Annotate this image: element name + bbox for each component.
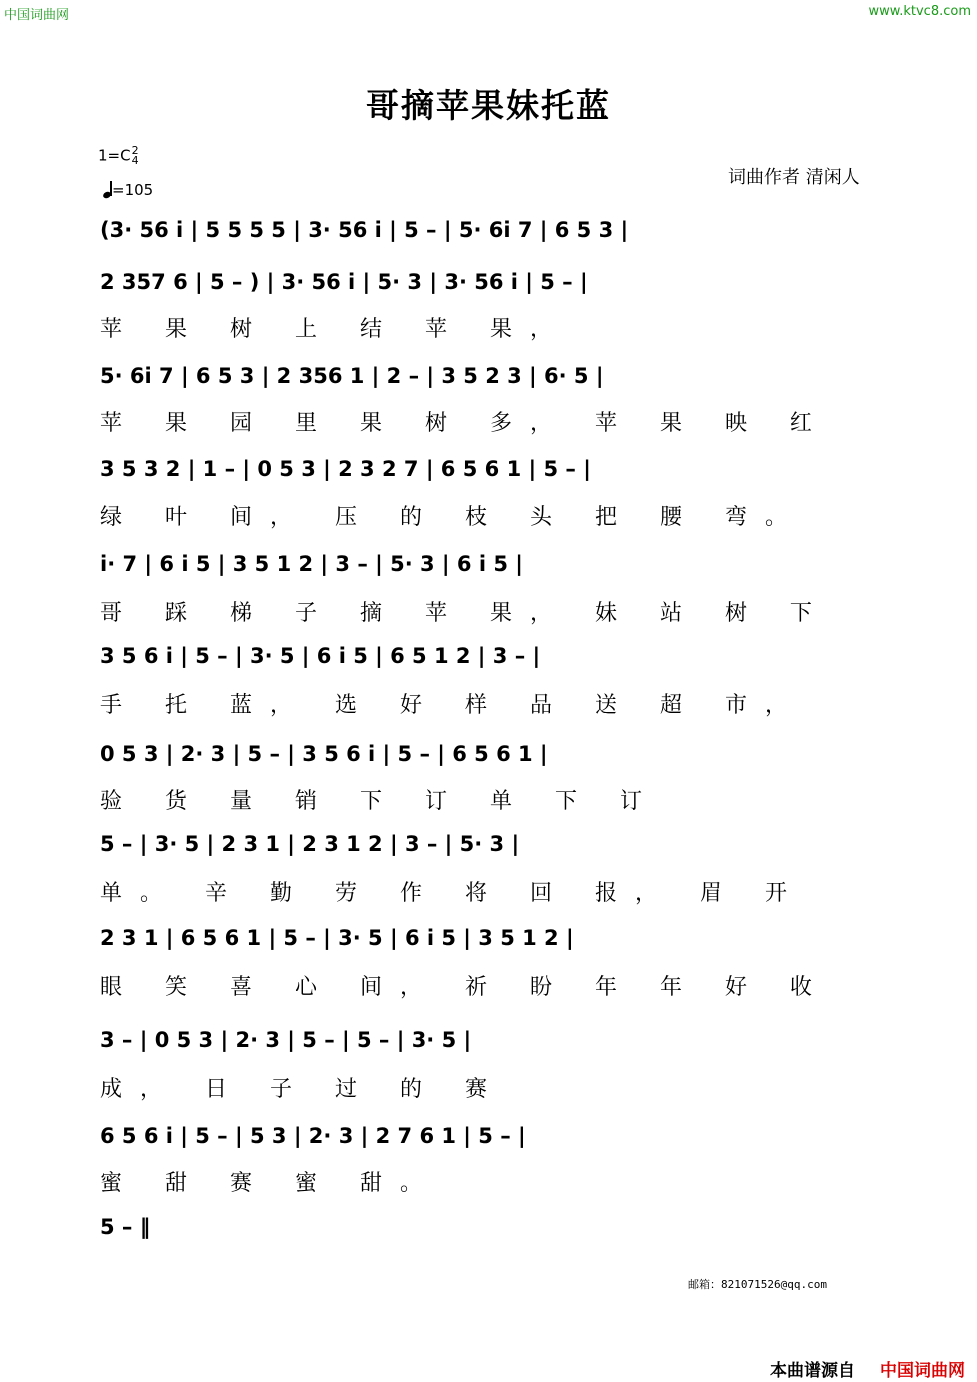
email-contact: 邮箱：821071526@qq.com (688, 1278, 827, 1291)
lyric-row: 苹 果 树 上 结 苹 果， (100, 317, 570, 342)
notation-row: (3· 56 i | 5 5 5 5 | 3· 56 i | 5 – | 5· 6i 7 | 6 5 3 | (100, 218, 629, 242)
notation-row: 5 – | 3· 5 | 2 3 1 | 2 3 1 2 | 3 – | 5· 3 | (100, 832, 520, 856)
lyric-row: 验 货 量 销 下 订 单 下 订 (100, 789, 660, 814)
meter-top: 2 (131, 144, 139, 157)
notation-row: 0 5 3 | 2· 3 | 5 – | 3 5 6 i | 5 – | 6 5 6 1 | (100, 742, 548, 766)
lyric-row: 成， 日 子 过 的 赛 (100, 1077, 505, 1102)
tempo-marking (103, 181, 153, 199)
tempo-value: =105 (112, 181, 154, 199)
lyric-row: 苹 果 园 里 果 树 多， 苹 果 映 红 (100, 411, 830, 436)
lyric-row: 哥 踩 梯 子 摘 苹 果， 妹 站 树 下 (100, 601, 830, 626)
lyric-row: 手 托 蓝， 选 好 样 品 送 超 市， (100, 693, 805, 718)
notation-row: 5 – ‖ (100, 1215, 151, 1239)
key-label: 1=C (98, 146, 131, 165)
site-name-left: 中国词曲网 (4, 8, 70, 23)
lyric-row: 眼 笑 喜 心 间， 祈 盼 年 年 好 收 (100, 975, 830, 1000)
site-url-right: www.ktvc8.com (868, 4, 971, 19)
notation-row: i· 7 | 6 i 5 | 3 5 1 2 | 3 – | 5· 3 | 6 i 5 | (100, 552, 523, 576)
key-signature (98, 146, 139, 166)
lyric-row: 单。 辛 勤 劳 作 将 回 报， 眉 开 (100, 881, 805, 906)
notation-row: 2 357 6 | 5 – ) | 3· 56 i | 5· 3 | 3· 56 i | 5 – | (100, 270, 588, 294)
notation-row: 3 5 6 i | 5 – | 3· 5 | 6 i 5 | 6 5 1 2 | 3 – | (100, 644, 541, 668)
lyric-row: 蜜 甜 赛 蜜 甜。 (100, 1171, 440, 1196)
notation-row: 2 3 1 | 6 5 6 1 | 5 – | 3· 5 | 6 i 5 | 3 5 1 2 | (100, 926, 574, 950)
notation-row: 6 5 6 i | 5 – | 5 3 | 2· 3 | 2 7 6 1 | 5 – | (100, 1124, 526, 1148)
notation-row: 5· 6i 7 | 6 5 3 | 2 356 1 | 2 – | 3 5 2 3 | 6· 5 | (100, 364, 604, 388)
lyric-row: 绿 叶 间， 压 的 枝 头 把 腰 弯。 (100, 505, 805, 530)
song-title: 哥摘苹果妹托蓝 (366, 86, 611, 125)
notation-row: 3 – | 0 5 3 | 2· 3 | 5 – | 5 – | 3· 5 | (100, 1028, 472, 1052)
quarter-note-icon (103, 181, 112, 199)
author-credit: 词曲作者 清闲人 (728, 167, 860, 188)
footer-site-name: 中国词曲网 (880, 1361, 965, 1381)
time-signature (132, 146, 139, 166)
meter-bottom: 4 (131, 154, 139, 167)
footer-source-label: 本曲谱源自 (770, 1361, 855, 1381)
notation-row: 3 5 3 2 | 1 – | 0 5 3 | 2 3 2 7 | 6 5 6 1 | 5 – | (100, 457, 591, 481)
